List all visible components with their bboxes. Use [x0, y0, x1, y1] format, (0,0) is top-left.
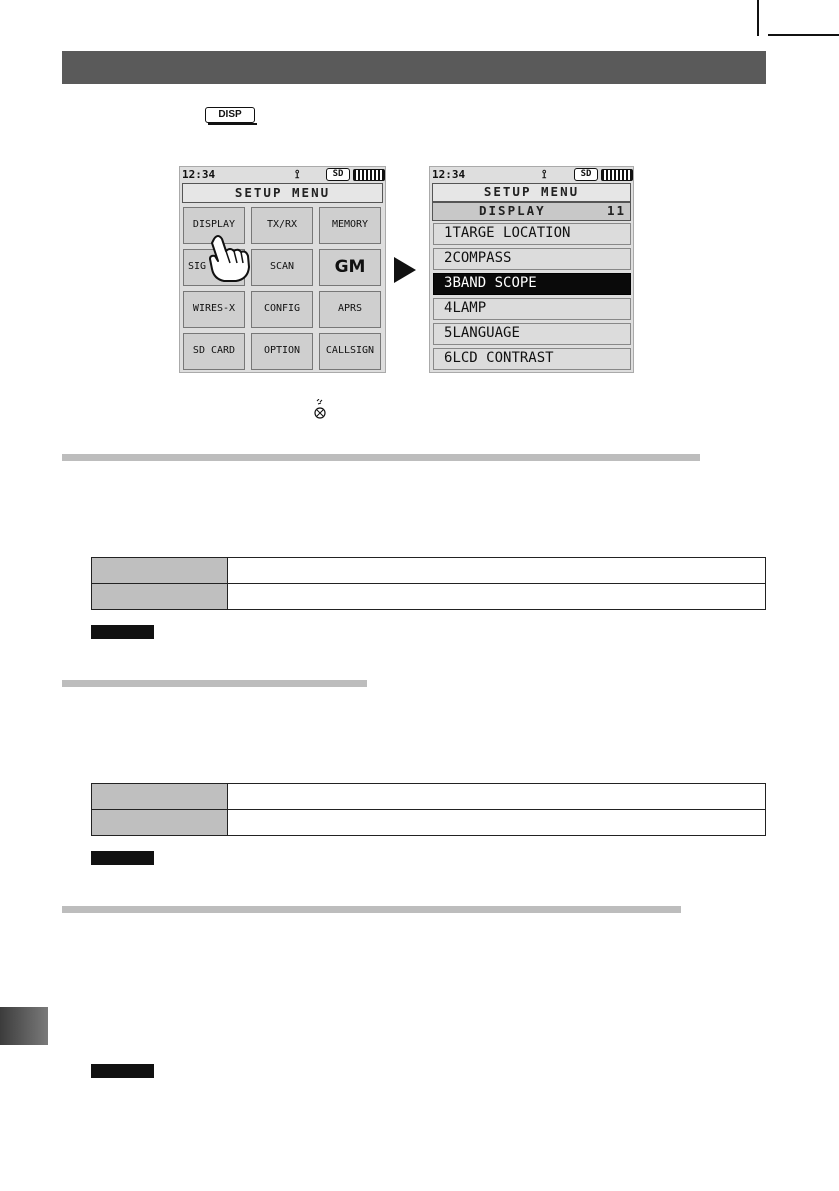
section-divider-2 — [62, 680, 367, 687]
disp-key-icon: DISP — [205, 107, 255, 123]
clock-time: 12:34 — [182, 168, 216, 181]
memory-key[interactable]: MEMORY — [319, 207, 381, 244]
menu-item-compass[interactable] — [433, 248, 631, 270]
item-number: 4 — [444, 300, 453, 316]
status-bar — [430, 167, 633, 182]
table-label-cell — [92, 784, 228, 810]
table-value-cell — [228, 784, 766, 810]
right-arrow-icon — [394, 257, 416, 283]
crop-mark-horizontal — [768, 34, 839, 36]
setup-menu-title: SETUP MENU — [432, 183, 631, 202]
menu-item-lamp[interactable] — [433, 298, 631, 320]
crop-mark-vertical — [757, 0, 759, 36]
table-row — [92, 784, 766, 810]
item-label: LCD CONTRAST — [452, 350, 554, 366]
display-menu-screen — [429, 166, 634, 373]
dial-knob-icon — [314, 399, 326, 421]
satellite-icon: ⟟ — [295, 167, 300, 181]
setting-table-1 — [91, 557, 766, 610]
table-label-cell — [92, 558, 228, 584]
setup-menu-screen — [179, 166, 386, 373]
sd-card-key[interactable]: SD CARD — [183, 333, 245, 370]
setup-menu-title: SETUP MENU — [182, 183, 383, 203]
scan-key[interactable]: SCAN — [251, 249, 313, 286]
item-label: BAND SCOPE — [452, 275, 537, 291]
item-label: COMPASS — [452, 250, 512, 266]
note-badge — [91, 1064, 154, 1078]
submenu-name: DISPLAY — [479, 203, 546, 218]
aprs-key[interactable]: APRS — [319, 291, 381, 328]
item-number: 2 — [444, 250, 453, 266]
menu-item-band-scope[interactable] — [433, 273, 631, 295]
pointing-hand-icon — [206, 233, 252, 283]
menu-item-language[interactable] — [433, 323, 631, 345]
table-label-cell — [92, 584, 228, 610]
table-value-cell — [228, 810, 766, 836]
table-row — [92, 584, 766, 610]
table-label-cell — [92, 810, 228, 836]
status-bar — [180, 167, 385, 182]
sd-card-icon: SD — [326, 168, 350, 181]
table-value-cell — [228, 584, 766, 610]
display-key[interactable]: DISPLAY — [183, 207, 245, 244]
table-row — [92, 558, 766, 584]
note-badge — [91, 625, 154, 639]
txrx-key[interactable]: TX/RX — [251, 207, 313, 244]
battery-icon — [353, 169, 385, 181]
display-submenu-title — [432, 202, 631, 221]
item-label: TARGE LOCATION — [452, 225, 571, 241]
wires-x-key[interactable]: WIRES-X — [183, 291, 245, 328]
submenu-count: 11 — [606, 203, 626, 218]
table-value-cell — [228, 558, 766, 584]
section-divider-3 — [62, 906, 681, 913]
config-key[interactable]: CONFIG — [251, 291, 313, 328]
menu-item-targe-location[interactable] — [433, 223, 631, 245]
item-label: LANGUAGE — [452, 325, 520, 341]
setting-table-2 — [91, 783, 766, 836]
section-divider-1 — [62, 454, 700, 461]
item-number: 6 — [444, 350, 453, 366]
table-row — [92, 810, 766, 836]
clock-time: 12:34 — [432, 168, 466, 181]
item-number: 5 — [444, 325, 453, 341]
gm-key[interactable] — [319, 249, 381, 286]
satellite-icon: ⟟ — [542, 167, 547, 181]
battery-icon — [601, 169, 633, 181]
gm-key-label: GM — [334, 257, 366, 277]
item-label: LAMP — [452, 300, 487, 316]
chapter-side-tab — [0, 1007, 48, 1045]
section-header-bar — [62, 51, 766, 84]
callsign-key[interactable]: CALLSIGN — [319, 333, 381, 370]
note-badge — [91, 851, 154, 865]
option-key[interactable]: OPTION — [251, 333, 313, 370]
item-number: 3 — [444, 275, 453, 291]
signaling-key-label: SIG — [188, 261, 207, 272]
item-number: 1 — [444, 225, 453, 241]
sd-card-icon: SD — [574, 168, 598, 181]
menu-item-lcd-contrast[interactable] — [433, 348, 631, 370]
